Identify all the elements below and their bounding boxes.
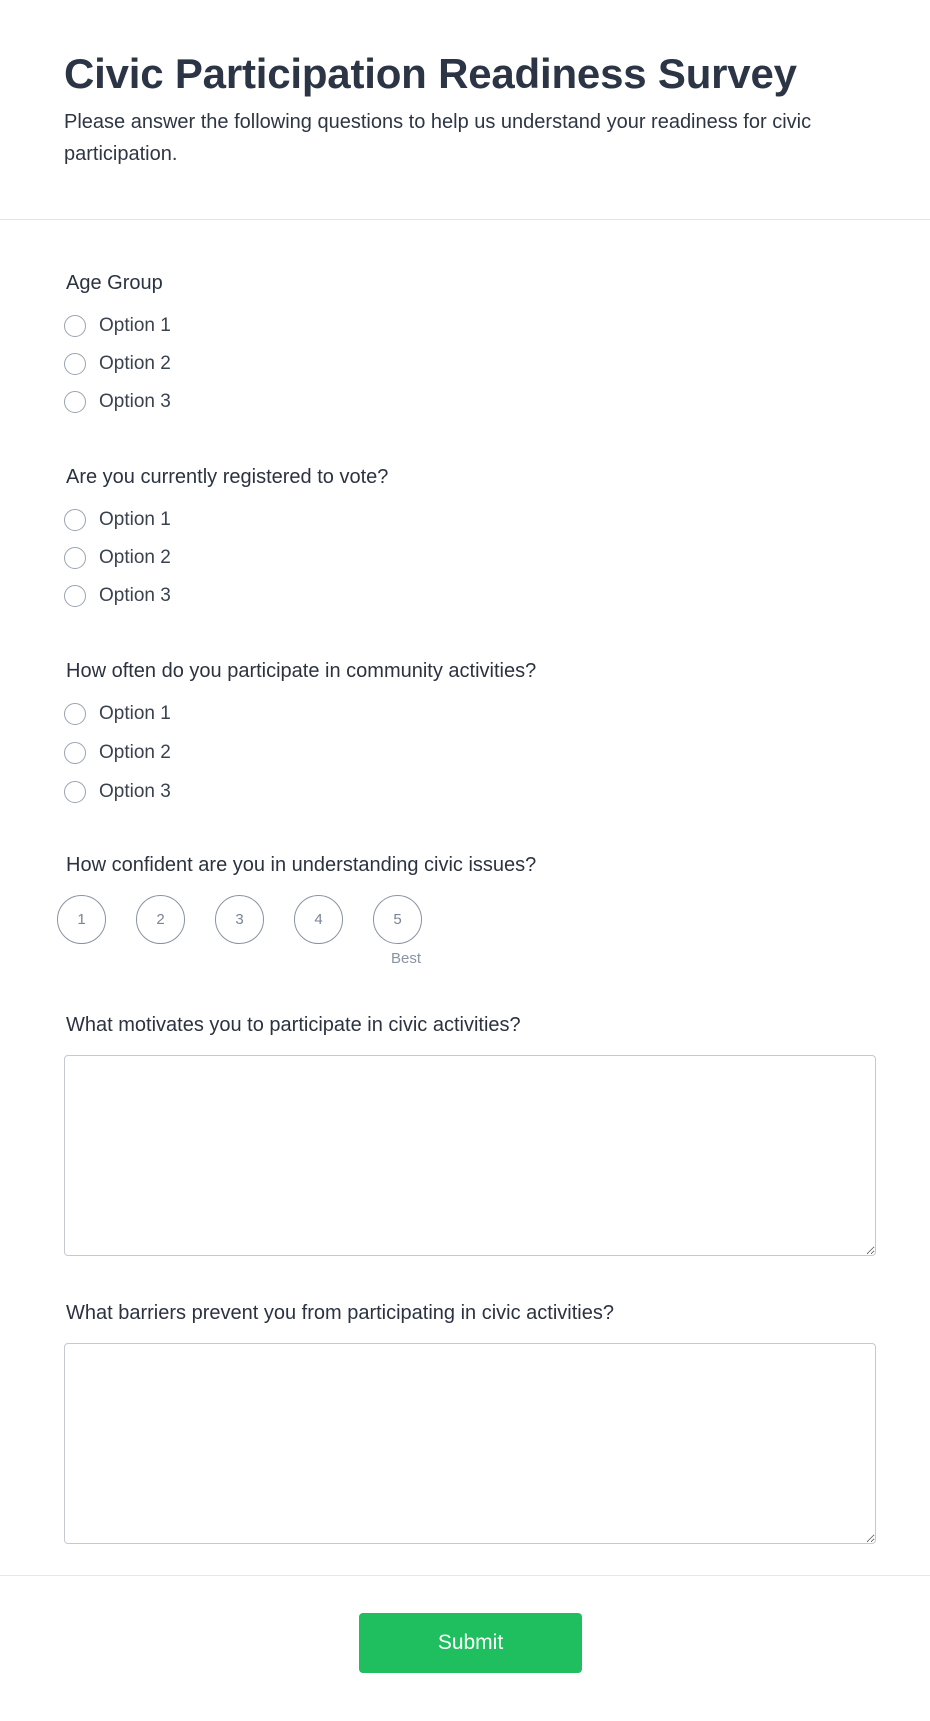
community-option-1[interactable] [64, 701, 171, 727]
rating-button-1[interactable]: 1 [57, 895, 106, 944]
rating-max-label: Best [391, 950, 422, 967]
radio-button[interactable] [64, 509, 86, 531]
option-label: Option 3 [99, 781, 171, 802]
radio-button[interactable] [64, 781, 86, 803]
rating-button-5[interactable]: 5 [373, 895, 422, 944]
question-community-activities-label: How often do you participate in community activities? [66, 660, 537, 682]
age-group-option-2[interactable] [64, 351, 171, 377]
question-barriers-label: What barriers prevent you from participating in civic activities? [66, 1302, 614, 1324]
option-label: Option 1 [99, 509, 171, 530]
option-label: Option 3 [99, 391, 171, 412]
registered-option-3[interactable] [64, 583, 171, 609]
question-registered-to-vote-label: Are you currently registered to vote? [66, 466, 389, 488]
radio-button[interactable] [64, 742, 86, 764]
motivation-textarea[interactable] [64, 1055, 876, 1256]
footer-divider [0, 1575, 930, 1576]
barriers-textarea[interactable] [64, 1343, 876, 1544]
question-age-group-label: Age Group [66, 272, 163, 294]
community-option-3[interactable] [64, 779, 171, 805]
page-title: Civic Participation Readiness Survey [64, 50, 797, 97]
radio-button[interactable] [64, 391, 86, 413]
age-group-option-3[interactable] [64, 389, 171, 415]
option-label: Option 1 [99, 703, 171, 724]
question-confidence-label: How confident are you in understanding civic issues? [66, 854, 537, 876]
radio-button[interactable] [64, 547, 86, 569]
age-group-option-1[interactable] [64, 313, 171, 339]
rating-button-4[interactable]: 4 [294, 895, 343, 944]
page-subtitle: Please answer the following questions to help us understand your readiness for civic participation. [64, 111, 812, 165]
registered-option-2[interactable] [64, 545, 171, 571]
radio-button[interactable] [64, 703, 86, 725]
option-label: Option 2 [99, 742, 171, 763]
option-label: Option 1 [99, 315, 171, 336]
survey-header [0, 0, 930, 220]
radio-button[interactable] [64, 353, 86, 375]
option-label: Option 2 [99, 547, 171, 568]
community-option-2[interactable] [64, 740, 171, 766]
rating-button-3[interactable]: 3 [215, 895, 264, 944]
rating-button-2[interactable]: 2 [136, 895, 185, 944]
radio-button[interactable] [64, 315, 86, 337]
registered-option-1[interactable] [64, 507, 171, 533]
submit-button[interactable]: Submit [359, 1613, 582, 1673]
radio-button[interactable] [64, 585, 86, 607]
option-label: Option 3 [99, 585, 171, 606]
question-motivation-label: What motivates you to participate in civic activities? [66, 1014, 521, 1036]
option-label: Option 2 [99, 353, 171, 374]
